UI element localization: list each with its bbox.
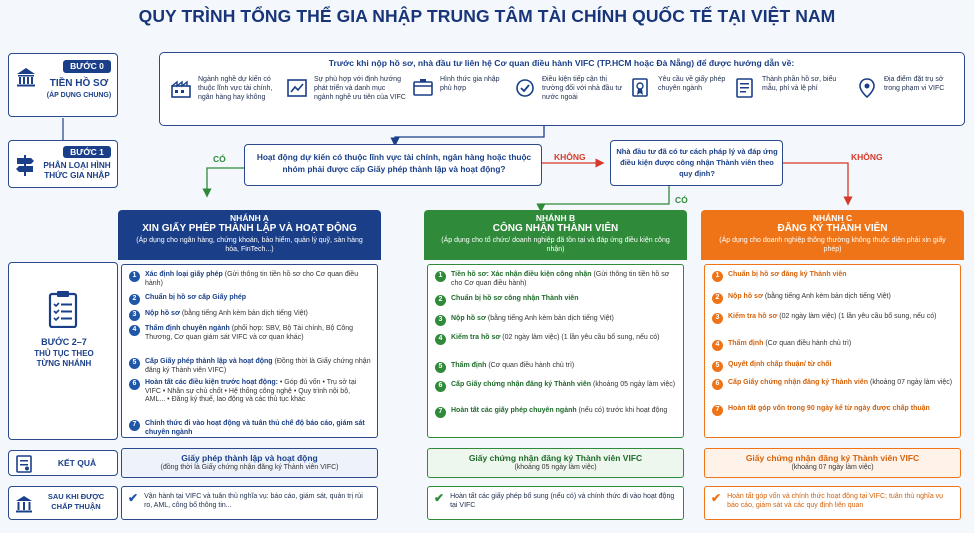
result-note: (khoảng 05 ngày làm việc)	[514, 464, 597, 471]
branch-title: CÔNG NHẬN THÀNH VIÊN	[492, 223, 619, 234]
step-title: Thẩm định	[728, 340, 764, 347]
branch-desc: (Áp dụng cho tổ chức/ doanh nghiệp đã tồn tại và đáp ứng điều kiện công nhận)	[441, 237, 670, 253]
decision2-no: KHÔNG	[851, 152, 883, 162]
step-number: 6	[129, 379, 140, 390]
branch-c	[701, 210, 964, 520]
branch-desc: (Áp dụng cho ngân hàng, chứng khoán, bảo hiểm, quản lý quỹ, sàn hàng hóa, FinTech...)	[136, 237, 363, 253]
step-item	[129, 358, 371, 375]
step-detail: • Góp đủ vốn • Trụ sở tại VIFC • Nhân sự chủ chốt • Hệ thống công nghệ • Quy trình nội bộ, AML... • Đăng ký thuế, lao động và các thủ tục khác	[145, 379, 357, 403]
step-detail: (02 ngày làm việc) (1 lần yêu cầu bổ sung, nếu có)	[779, 313, 937, 320]
guidance-item-text: Điều kiện tiếp cận thị trường đối với nhà đầu tư nước ngoài	[542, 76, 623, 101]
branch-steps	[427, 264, 684, 438]
step1-title: PHÂN LOẠI HÌNH THỨC GIA NHẬP	[43, 161, 111, 180]
step27-subtitle: THỦ TỤC THEO TỪNG NHÁNH	[34, 349, 94, 368]
step-item	[435, 381, 677, 392]
decision1-question: Hoạt động dự kiến có thuộc lĩnh vực tài chính, ngân hàng hoặc thuộc nhóm phải được cấp Giấy phép thành lập và hoạt động?	[256, 152, 532, 174]
branch-steps	[121, 264, 378, 438]
check-icon: ✔	[711, 491, 722, 505]
step-number: 3	[712, 313, 723, 324]
result-label: KẾT QUẢ	[57, 458, 97, 468]
guidance-item-text: Sự phù hợp với định hướng phát triển và danh mục ngành nghề ưu tiên của VIFC	[314, 76, 406, 101]
branch-after	[704, 486, 961, 520]
step-number: 3	[129, 310, 140, 321]
branch-title: ĐĂNG KÝ THÀNH VIÊN	[777, 223, 888, 234]
after-text: Hoàn tất các giấy phép bổ sung (nếu có) và chính thức đi vào hoạt động tại VIFC	[450, 493, 675, 509]
bank-icon	[13, 64, 39, 90]
guidance-item	[732, 75, 850, 101]
step-number: 5	[129, 358, 140, 369]
branch-result	[704, 448, 961, 478]
guidance-item-text: Thành phần hồ sơ, biểu mẫu, phí và lệ phí	[762, 76, 837, 92]
step-number: 4	[712, 340, 723, 351]
branch-after	[427, 486, 684, 520]
step-title: Tiền hồ sơ: Xác nhận điều kiện công nhận	[451, 271, 592, 278]
location-icon	[854, 75, 880, 101]
step27-title: BƯỚC 2–7	[41, 337, 87, 347]
step-number: 7	[435, 407, 446, 418]
step-number: 7	[712, 405, 723, 416]
branch-name: NHÁNH C	[812, 213, 853, 223]
step-detail: (Cơ quan điều hành chủ trì)	[488, 362, 575, 369]
check-icon: ✔	[128, 491, 139, 505]
branch-steps	[704, 264, 961, 438]
step-item	[435, 315, 677, 326]
step-item	[435, 295, 677, 306]
step-title: Xác định loại giấy phép	[145, 271, 223, 278]
step-title: Cấp Giấy chứng nhận đăng ký Thành viên	[451, 381, 592, 388]
branch-header	[701, 210, 964, 260]
step-detail: (khoảng 07 ngày làm việc)	[870, 379, 953, 386]
documents-icon	[732, 75, 758, 101]
step-number: 5	[712, 361, 723, 372]
guidance-item	[284, 75, 406, 102]
step-detail: (nếu có) trước khi hoạt động	[578, 407, 668, 414]
step-number: 6	[712, 379, 723, 390]
step-detail: (Cơ quan điều hành chủ trì)	[765, 340, 852, 347]
step-number: 5	[435, 362, 446, 373]
step-title: Kiểm tra hồ sơ	[728, 313, 778, 320]
decision2-yes: CÓ	[675, 195, 688, 205]
step-title: Nộp hồ sơ	[451, 315, 486, 322]
page-title: QUY TRÌNH TỔNG THỂ GIA NHẬP TRUNG TÂM TÀI CHÍNH QUỐC TẾ TẠI VIỆT NAM	[138, 6, 836, 26]
result-title: Giấy chứng nhận đăng ký Thành viên VIFC	[745, 453, 920, 463]
guidance-item	[854, 75, 954, 101]
result-note: (khoảng 07 ngày làm việc)	[791, 464, 874, 471]
step-detail: (bằng tiếng Anh kèm bản dịch tiếng Việt)	[764, 293, 891, 300]
step-title: Hoàn tất các giấy phép chuyên ngành	[451, 407, 577, 414]
branch-desc: (Áp dụng cho doanh nghiệp thông thường không thuộc diện phải xin giấy phép)	[719, 237, 946, 253]
step27-box	[8, 262, 118, 440]
step-number: 2	[129, 294, 140, 305]
step-item	[712, 379, 954, 390]
result-title: Giấy chứng nhận đăng ký Thành viên VIFC	[468, 453, 643, 463]
decision1-yes: CÓ	[213, 154, 226, 164]
step-item	[129, 379, 371, 405]
step0-subtitle: (ÁP DỤNG CHUNG)	[46, 92, 112, 99]
step-detail: (bằng tiếng Anh kèm bản dịch tiếng Việt)	[181, 310, 308, 317]
guidance-heading: Trước khi nộp hồ sơ, nhà đầu tư liên hệ Cơ quan điều hành VIFC (TP.HCM hoặc Đà Nẵng) để được hướng dẫn về:	[328, 58, 795, 68]
step-detail: (phối hợp: SBV, Bộ Tài chính, Bộ Công Thương, Cơ quan giám sát VIFC và cơ quan khác)	[145, 325, 354, 341]
decision1-no: KHÔNG	[554, 152, 586, 162]
check-icon: ✔	[434, 491, 445, 505]
step1-box	[8, 140, 118, 188]
branch-result	[121, 448, 378, 478]
strategy-icon	[284, 75, 310, 101]
certificate-icon	[15, 454, 33, 473]
branch-header	[118, 210, 381, 260]
step-number: 4	[435, 334, 446, 345]
guidance-item	[512, 75, 624, 102]
step-title: Kiểm tra hồ sơ	[451, 334, 501, 341]
result-title: Giấy phép thành lập và hoạt động	[181, 453, 318, 463]
step-title: Cấp Giấy chứng nhận đăng ký Thành viên	[728, 379, 869, 386]
step-title: Chính thức đi vào hoạt động và tuân thủ chế độ báo cáo, giám sát chuyên ngành	[145, 420, 365, 436]
step-title: Thẩm định	[451, 362, 487, 369]
step-title: Chuẩn bị hồ sơ đăng ký Thành viên	[728, 271, 847, 278]
step-number: 6	[435, 381, 446, 392]
step-title: Hoàn tất các điều kiện trước hoạt động:	[145, 379, 278, 386]
step-item	[435, 407, 677, 418]
building-icon	[14, 494, 34, 514]
guidance-item	[410, 75, 508, 101]
step-item	[129, 420, 371, 437]
form-icon	[410, 75, 436, 101]
step0-title: TIỀN HỒ SƠ	[49, 78, 109, 89]
market-access-icon	[512, 75, 538, 101]
branch-name: NHÁNH B	[535, 213, 576, 223]
step-number: 1	[712, 271, 723, 282]
step-detail: (Đồng thời là Giấy chứng nhận đăng ký Thành viên VIFC)	[145, 358, 371, 374]
clipboard-icon	[46, 289, 80, 329]
guidance-item-text: Địa điểm đặt trụ sở trong phạm vi VIFC	[884, 76, 945, 92]
step-item	[712, 293, 954, 304]
step-item	[712, 313, 954, 324]
industry-icon	[168, 75, 194, 101]
guidance-item	[168, 75, 280, 102]
guidance-box	[159, 52, 965, 126]
step-title: Cấp Giấy phép thành lập và hoạt động	[145, 358, 273, 365]
step-title: Chuẩn bị hồ sơ công nhận Thành viên	[451, 295, 579, 302]
step-item	[712, 361, 954, 372]
after-text: Vận hành tại VIFC và tuân thủ nghĩa vụ: báo cáo, giám sát, quản trị rủi ro, AML, công bố thông tin...	[144, 493, 363, 509]
branch-after	[121, 486, 378, 520]
step-item	[435, 362, 677, 373]
result-note: (đồng thời là Giấy chứng nhận đăng ký Thành viên VIFC)	[160, 464, 339, 471]
step-title: Thẩm định chuyên ngành	[145, 325, 230, 332]
after-label: SAU KHI ĐƯỢC CHẤP THUẬN	[47, 492, 105, 511]
step1-badge: BƯỚC 1	[63, 146, 111, 158]
step-item	[712, 271, 954, 282]
step-title: Quyết định chấp thuận/ từ chối	[728, 361, 832, 368]
step-title: Nộp hồ sơ	[728, 293, 763, 300]
step-number: 1	[435, 271, 446, 282]
step-detail: (Gửi thông tin tiền hồ sơ cho Cơ quan điều hành)	[145, 271, 359, 287]
step-number: 7	[129, 420, 140, 431]
step-number: 4	[129, 325, 140, 336]
step-item	[129, 271, 371, 288]
step-number: 2	[712, 293, 723, 304]
guidance-item-text: Yêu cầu về giấy phép chuyên ngành	[658, 76, 726, 92]
step-number: 1	[129, 271, 140, 282]
decision2-box	[610, 140, 783, 186]
step-title: Nộp hồ sơ	[145, 310, 180, 317]
step-detail: (bằng tiếng Anh kèm bản dịch tiếng Việt)	[487, 315, 614, 322]
decision1-box	[244, 144, 542, 186]
guidance-item	[628, 75, 728, 101]
step-item	[129, 310, 371, 321]
branch-header	[424, 210, 687, 260]
after-text: Hoàn tất góp vốn và chính thức hoạt động tại VIFC; tuân thủ nghĩa vụ báo cáo, giám sát và các quy định liên quan	[727, 493, 944, 509]
guidance-item-text: Ngành nghề dự kiến có thuộc lĩnh vực tài chính, ngân hàng hay không	[198, 76, 273, 101]
guidance-item-text: Hình thức gia nhập phù hợp	[440, 76, 500, 92]
branch-name: NHÁNH A	[230, 213, 269, 223]
license-icon	[628, 75, 654, 101]
step-item	[435, 334, 677, 345]
branch-a	[118, 210, 381, 520]
signpost-icon	[13, 153, 37, 177]
step-title: Hoàn tất góp vốn trong 90 ngày kể từ ngày được chấp thuận	[728, 405, 930, 412]
step-number: 2	[435, 295, 446, 306]
result-label-box	[8, 450, 118, 476]
step-item	[129, 325, 371, 342]
step0-badge: BƯỚC 0	[63, 60, 111, 73]
step-item	[129, 294, 371, 305]
step-detail: (02 ngày làm việc) (1 lần yêu cầu bổ sung, nếu có)	[502, 334, 660, 341]
step-item	[712, 340, 954, 351]
step-item	[712, 405, 954, 416]
step0-box	[8, 53, 118, 117]
branch-b	[424, 210, 687, 520]
step-item	[435, 271, 677, 288]
step-detail: (khoảng 05 ngày làm việc)	[593, 381, 676, 388]
branch-title: XIN GIẤY PHÉP THÀNH LẬP VÀ HOẠT ĐỘNG	[142, 223, 357, 234]
step-title: Chuẩn bị hồ sơ cấp Giấy phép	[145, 294, 247, 301]
step-number: 3	[435, 315, 446, 326]
branch-result	[427, 448, 684, 478]
step-detail: (Gửi thông tin tiền hồ sơ cho Cơ quan điều hành)	[451, 271, 670, 287]
decision2-question: Nhà đầu tư đã có tư cách pháp lý và đáp ứng điều kiện được công nhận Thành viên theo quy định?	[616, 147, 778, 178]
after-label-box	[8, 486, 118, 520]
